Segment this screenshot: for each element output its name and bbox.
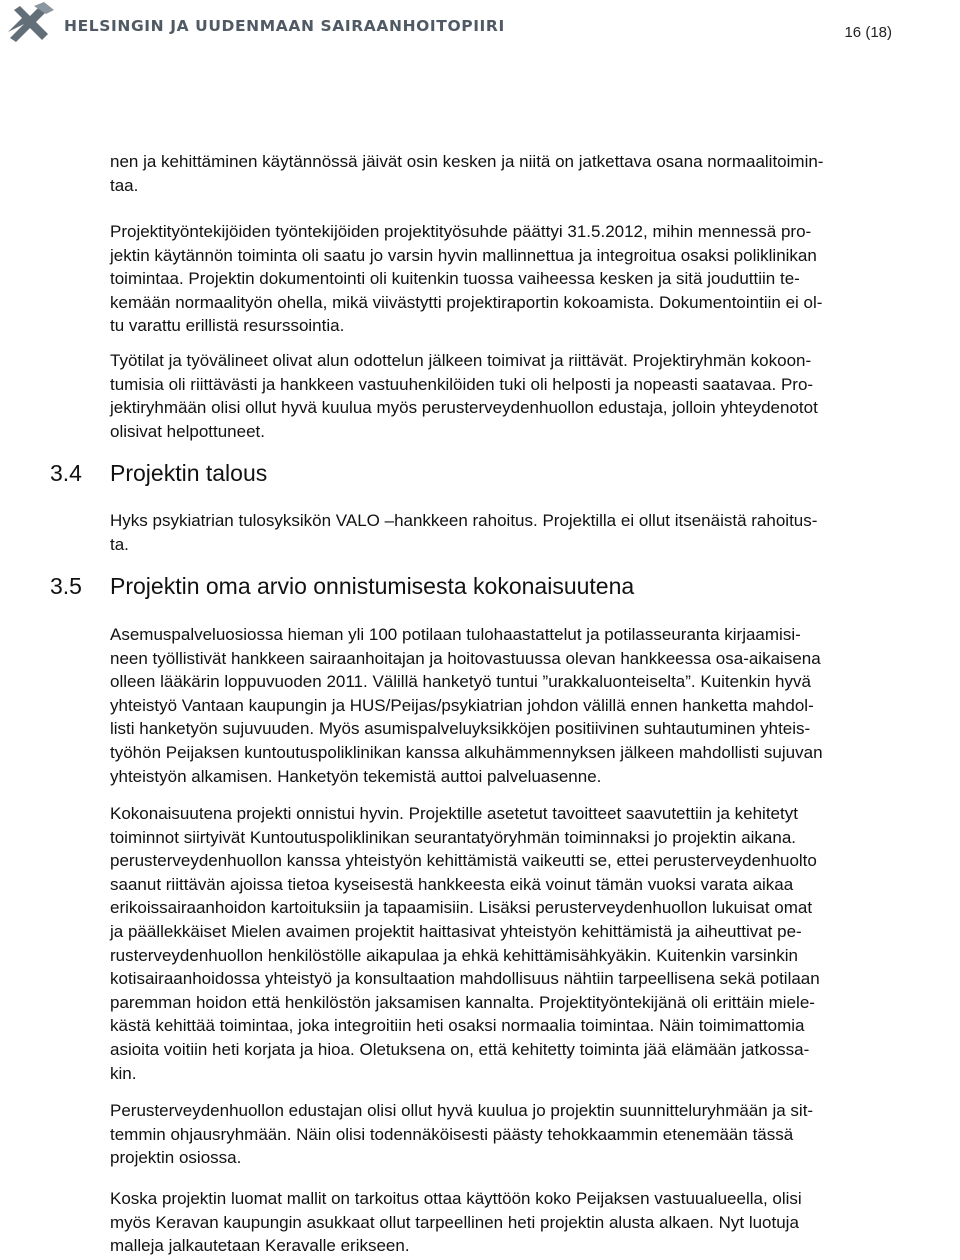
text-line: temmin ohjausryhmään. Näin olisi todennäköisesti päästy tehokkaammin etenemään tässä [110,1124,794,1144]
section-heading-3-5 [50,573,634,600]
text-line: myös Keravan kaupungin asukkaat ollut tarpeellinen heti projektin alusta alkaen. Nyt luotuja [110,1212,799,1232]
text-line: olisivat helpottuneet. [110,421,265,441]
page-number: 16 (18) [844,24,892,41]
text-line: jektin käytännön toiminta oli saatu jo varsin hyvin mallinnettua ja integroitua osaksi poliklinikan [110,245,817,265]
paragraph-2 [110,220,956,338]
paragraph-7 [110,1099,956,1170]
text-line: perusterveydenhuollon kanssa yhteistyön kehittämistä vaikeutti se, ettei perusterveydenhuolto [110,851,817,871]
hus-cross-logo-icon [4,2,56,46]
text-line: olleen lääkärin loppuvuoden 2011. Välillä hanketyö tuntui ”urakkaluonteiselta”. Kuitenkin hyvä [110,672,811,692]
text-line: taa. [110,175,139,195]
text-line: neen työllistivät hankkeen sairaanhoitajan ja hoitovastuussa olevan hankkeessa osa-aikaisena [110,648,821,668]
section-title: Projektin oma arvio onnistumisesta kokonaisuutena [110,573,635,599]
text-line: paremman hoidon että henkilöstön jaksamisen kannalta. Projektityöntekijänä oli erittäin miele- [110,992,815,1012]
text-line: nen ja kehittäminen käytännössä jäivät osin kesken ja niitä on jatkettava osana normaalitoimin- [110,152,824,171]
text-line: tumisia oli riittävästi ja hankkeen vastuuhenkilöiden tuki oli helposti ja nopeasti saatavaa. Pro- [110,374,814,394]
text-line: malleja jalkautetaan Keravalle erikseen. [110,1236,410,1256]
text-line: rusterveydenhuollon henkilöstölle aikapulaa ja ehkä kehittämisähkyäkin. Kuitenkin varsinkin [110,945,798,965]
paragraph-8 [110,1187,956,1258]
section-number: 3.4 [50,460,82,486]
text-line: työhön Peijaksen kuntoutuspoliklinikan kanssa alkuhämmennyksen jälkeen mahdollisti sujuvan [110,742,823,762]
text-line: yhteistyö Vantaan kaupungin ja HUS/Peijas/psykiatrian johdon välillä ennen hanketta mahdol- [110,695,814,715]
text-line: kin. [110,1063,137,1083]
text-line: Koska projektin luomat mallit on tarkoitus ottaa käyttöön koko Peijaksen vastuualueella, olisi [110,1189,802,1208]
paragraph-1 [110,150,956,197]
text-line: toimintaa. Projektin dokumentointi oli kuitenkin tuossa vaiheessa kesken ja sitä jouduttiin te- [110,269,800,289]
text-line: Kokonaisuutena projekti onnistui hyvin. Projektille asetetut tavoitteet saavutettiin ja kehitetyt [110,804,798,823]
text-line: Asemuspalveluosiossa hieman yli 100 potilaan tulohaastattelut ja potilasseuranta kirjaamisi- [110,625,801,644]
text-line: erikoissairaanhoidon kartoituksiin ja tapaamisiin. Lisäksi perusterveydenhuollon lukuisat omat [110,898,813,918]
text-line: Perusterveydenhuollon edustajan olisi ollut hyvä kuulua jo projektin suunnitteluryhmään ja sit- [110,1101,814,1120]
section-number: 3.5 [50,573,82,599]
text-line: toiminnot siirtyivät Kuntoutuspoliklinikan seurantatyöryhmän toiminnaksi jo projektin aikana. [110,827,797,847]
section-heading-3-4 [50,460,267,487]
paragraph-3 [110,349,956,443]
text-line: Projektityöntekijöiden työntekijöiden projektityösuhde päättyi 31.5.2012, mihin mennessä pro- [110,222,812,241]
text-line: listi hanketyön sujuvuuden. Myös asumispalveluyksikköjen positiivinen suhtautuminen yhteis- [110,719,811,739]
page-header [0,0,960,60]
text-line: ja päällekkäiset Mielen avaimen projektit haittasivat yhteistyön kehittämistä ja aiheuttivat pe- [110,921,802,941]
text-line: jektiryhmään olisi ollut hyvä kuulua myös perusterveydenhuollon edustaja, jolloin yhteydenotot [110,398,818,418]
text-line: kotisairaanhoidossa yhteistyö ja konsultaation mahdollisuus nähtiin tarpeellisena sekä potilaan [110,969,820,989]
text-line: Hyks psykiatrian tulosyksikön VALO –hankkeen rahoitus. Projektilla ei ollut itsenäistä rahoitus- [110,511,818,530]
text-line: tu varattu erillistä resurssointia. [110,316,345,336]
text-line: Työtilat ja työvälineet olivat alun odottelun jälkeen toimivat ja riittävät. Projektiryhmän kokoon- [110,351,812,370]
text-line: ta. [110,534,129,554]
paragraph-4 [110,509,956,556]
text-line: asioita voitiin heti korjata ja hioa. Oletuksena on, että kehitetty toiminta jää elämään jatkossa- [110,1039,810,1059]
text-line: projektin osiossa. [110,1148,242,1168]
paragraph-5 [110,623,956,788]
text-line: saanut riittävän ajoissa tietoa kyseisestä hankkeesta eikä voinut tämän vuoksi varata aikaa [110,874,794,894]
text-line: kästä kehittää toimintaa, joka integroitiin heti osaksi normaalia toimintaa. Näin toimimattomia [110,1016,805,1036]
section-title: Projektin talous [110,460,268,486]
text-line: yhteistyön alkamisen. Hanketyön tekemistä auttoi palveluasenne. [110,766,602,786]
text-line: kemään normaalityön ohella, mikä viivästytti projektiraportin kokoamista. Dokumentointiin ei ol- [110,292,823,312]
paragraph-6 [110,802,956,1085]
organization-name: HELSINGIN JA UUDENMAAN SAIRAANHOITOPIIRI [64,17,505,35]
